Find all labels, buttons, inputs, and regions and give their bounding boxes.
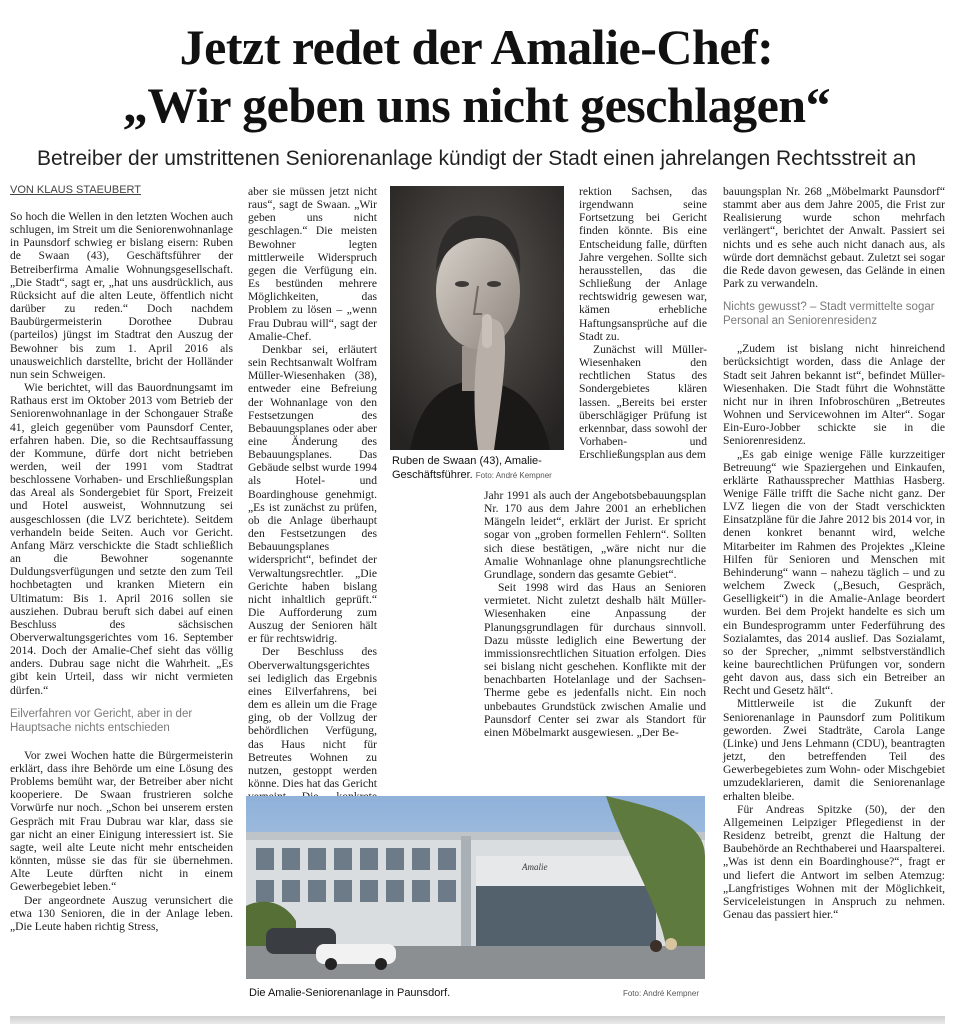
paragraph: Denkbar sei, erläutert sein Rechtsanwalt Wolfram Müller-Wiesenhaken (38), entweder eine Befreiung der Wohnanlage von den Festsetzungen des Bebauungsplanes oder aber eine Änderung des Bebauungsplanes. Das Gebäude selbst wurde 1994 als Hotel- und Boardinghouse genehmigt. „Es ist zunächst zu prüfen, ob die Anlage überhaupt den Festsetzungen des Bebauungsplanes widerspricht“, befindet der Verwaltungsrechtler. „Die Gerichte haben bislang nicht inhaltlich geprüft.“ Die Aufforderung zum Auszug der Senioren hält er für rechtswidrig. [248,342,377,646]
paragraph: Seit 1998 wird das Haus an Senioren vermietet. Nicht zuletzt deshalb hält Müller-Wiesenhaken eine Anpassung der Planungsgrundlagen für durchaus sinnvoll. Dazu müsste lediglich eine Bewertung der immissionsrechtlichen Situation erfolgen. Dies sei bislang nicht geschehen. Konflikte mit der benachbarten Hotelanlage und der Sachsen-Therme gebe es jedenfalls nicht. Ein noch unbebautes Grundstück zwischen Amalie und Paunsdorf Center sei zwar als Standort für einen Möbelmarkt ausgewiesen. „Der Be- [484,581,706,739]
portrait-credit: Foto: André Kempner [475,471,552,480]
section-subheading: Nichts gewusst? – Stadt vermittelte sogar Personal an Seniorenresidenz [723,301,935,328]
building-caption [249,986,705,1000]
paragraph: rektion Sachsen, das irgendwann seine Fortsetzung bei Gericht finden könnte. Bis eine Entscheidung falle, dürften Jahre vergehen. Sollte sich herausstellen, das die Schließung der Anlage rechtswidrig gewesen war, kämen erhebliche Haftungsansprüche auf die Stadt zu. [579,185,707,343]
headline-line-1: Jetzt redet der Amalie-Chef: [179,19,774,75]
article-column-3-wide [484,489,706,789]
building-photo [246,796,705,979]
paragraph: Für Andreas Spitzke (50), der den Allgemeinen Leipziger Pflegedienst in der Residenz betreibt, grenzt die Haltung der Baubehörde an Rechthaberei und Haarspalterei. „Was ist denn ein Boardinghouse?“, fragt er und liefert die Antwort im selben Atemzug: „Langfristiges Wohnen mit der Möglichkeit, Serviceleistungen in Anspruch zu nehmen. Genau das passiert hier.“ [723,802,945,921]
building-sign: Amalie [522,862,548,872]
paragraph: „Zudem ist bislang nicht hinreichend berücksichtigt worden, dass die Anlage der Stadt seit Jahren bekannt ist“, befindet Müller-Wiesenhaken. Die Stadt führt die Wohnstätte nicht nur in ihren Infobroschüren „Betreutes Wohnen und Servicewohnen im Alter“. Sogar Ein-Euro-Jobber schickte sie in die Seniorenresidenz. [723,342,945,448]
paragraph: bauungsplan Nr. 268 „Möbelmarkt Paunsdorf“ stammt aber aus dem Jahre 2005, die Frist zur Realisierung wurde schon mehrfach verlängert“, berichtet der Anwalt. Passiert sei nichts und es sehe auch nicht danach aus, als würde dort demnächst gebaut. Zuletzt sei sogar die Rede davon gewesen, das Gelände in einen Park zu verwandeln. [723,185,945,291]
paragraph: Jahr 1991 als auch der Angebotsbebauungsplan Nr. 170 aus dem Jahre 2001 an erheblichen Mängeln leidet“, erklärt der Jurist. Er spricht sogar von „groben formellen Fehlern“. Sollten sich diese bestätigen, „wäre nicht nur die Amalie Wohnanlage ohne planungsrechtliche Grundlage, sondern das gesamte Gebiet“. [484,489,706,581]
paragraph: Wie berichtet, will das Bauordnungsamt im Rathaus erst im Oktober 2013 vom Betrieb der Seniorenwohnanlage in der Schongauer Straße 41, gleich gegenüber vom Paunsdorf Center, erfahren haben. Die, so die Rechtsauffassung der Kommune, dürfe dort nicht betrieben werden, weil der 1991 vom Stadtrat beschlossene Vorhaben- und Erschließungsplan das Areal als Sondergebiet für Sport, Freizeit und Hotel ausweist, Wohnnutzung sei ausgeschlossen (die LVZ berichtete). Seitdem verhandeln beide Seiten. Auch vor Gericht. Anfang März verschickte die Stadt schließlich an die Bewohner sogenannte Duldungsverfügungen und setzte den zum Teil hochbetagten und kranken Mietern ein Ultimatum: Bis 1. April 2016 sollen sie ausziehen. Dubrau beruft sich dabei auf einen Beschluss des sächsischen Oberverwaltungsgerichtes vom 16. September 2014. Doch der Amalie-Chef sieht das völlig anders. Dubrau sage nicht die Wahrheit. „Es gibt kein Urteil, dass wir nicht vermieten dürfen.“ [10,381,233,697]
portrait-caption-text: Ruben de Swaan (43), Amalie-Geschäftsführer. [392,455,542,481]
portrait-caption [392,454,566,483]
portrait-image [390,186,564,450]
paragraph: „Es gab einige wenige Fälle kurzzeitiger Betreuung“ wie Spaziergehen und Einkaufen, erklärte Rathaussprecher Matthias Hasberg. Wenige Fälle trifft die Sache nicht ganz. Der LVZ liegen die von der Stadt verschickten Einsatzpläne für die Jahre 2012 bis 2014 vor, in denen konkret benannt wird, welche Mitarbeiter im Rahmen des Projektes „Kleine Hilfen für Senioren und Menschen mit Behinderung“ wann – nahezu täglich – und zu welchem Zweck („Besuch, Gespräch, Geselligkeit“) in die Amalie-Anlage beordert wurden. Bei dem Projekt handelte es sich um ein Bundesprogramm unter Federführung des Sozialamtes, das 2014 auslief. Das Sozialamt, so der Sprecher, „nimmt selbstverständlich keine baurechtlichen Prüfungen vor, sondern geht davon aus, dass sich ein Betreiber an Recht und Gesetz hält“. [723,447,945,698]
paragraph: Vor zwei Wochen hatte die Bürgermeisterin erklärt, dass ihre Behörde um eine Lösung des Problems bemüht war, der Betreiber aber nicht kooperiere. De Swaan frustrieren solche Vorwürfe nur noch. „Schon bei unserem ersten Gespräch mit Frau Dubrau war klar, dass sie gar nicht an einer Einigung interessiert ist. Sie sagte, weil alte Leute nicht mehr entscheiden könnten, müsse sie das für sie übernehmen. Alte Leute dürften nicht in einem Gewerbegebiet leben.“ [10,748,233,894]
portrait-photo [390,186,564,450]
paragraph: So hoch die Wellen in den letzten Wochen auch schlugen, im Streit um die Seniorenwohnanlage in Paunsdorf schwieg er bislang eisern: Ruben de Swaan (43), Geschäftsführer der Betreiberfirma Amalie Wohnungsgesellschaft. „Die Stadt“, sagt er, „hat uns ausdrücklich, aus Rücksicht auf die alten Leute, öffentlich nicht darüber zu reden.“ Doch nachdem Baubürgermeisterin Dorothee Dubrau (parteilos) jüngst im Stadtrat den Auszug der Bewohner bis zum 1. April 2016 als unausweichlich darstellte, bricht der Holländer nun sein Schweigen. [10,210,233,381]
paragraph: Zunächst will Müller-Wiesenhaken den rechtlichen Status des Sondergebietes klären lassen. „Bereits bei erster überschlägiger Prüfung ist erkennbar, dass sowohl der Vorhaben- und Erschließungsplan aus dem [579,342,707,462]
byline: VON KLAUS STAEUBERT [10,184,142,196]
article-column-2 [248,185,377,791]
paragraph: aber sie müssen jetzt nicht raus“, sagt de Swaan. „Wir geben uns nicht geschlagen.“ Die meisten Bewohner legten mittlerweile Widerspruch gegen die Verfügung ein. Es bestünden mehrere Möglichkeiten, das Problem zu lösen – „wenn Frau Dubrau will“, sagt der Amalie-Chef. [248,185,377,343]
section-subheading: Eilverfahren vor Gericht, aber in der Hauptsache nichts entschieden [10,707,193,734]
building-credit: Foto: André Kempner [622,989,699,998]
headline [0,18,953,134]
article-column-4 [723,185,945,1015]
paragraph: Mittlerweile ist die Zukunft der Seniorenanlage in Paunsdorf zum Politikum geworden. Zwei Stadträte, Carola Lange (Linke) und Jens Lehmann (CDU), beantragten jetzt, den betreffenden Teil des Gewerbegebietes zum Wohn- oder Mischgebiet umzudeklarieren, damit die Seniorenanlage erhalten bleibe. [723,697,945,803]
building-image [246,796,705,979]
headline-line-2: „Wir geben uns nicht geschlagen“ [122,77,831,133]
article-column-1 [10,210,233,1010]
paragraph: Der angeordnete Auszug verunsichert die etwa 130 Senioren, die in der Anlage leben. „Die Leute haben richtig Stress, [10,893,233,933]
building-caption-text: Die Amalie-Seniorenanlage in Paunsdorf. [249,987,451,999]
subheadline: Betreiber der umstrittenen Seniorenanlage kündigt der Stadt einen jahrelangen Rechtsstreit an [36,147,917,170]
article-column-3 [579,185,707,485]
paragraph: Der Beschluss des Oberverwaltungsgerichtes sei lediglich das Ergebnis eines Eilverfahrens, bei dem es allein um die Frage ging, ob der Vollzug der behördlichen Verfügung, das Haus nicht für Betreutes Wohnen zu nutzen, gestoppt werden könne. Dies hat das Gericht [248,645,377,791]
page-bottom-divider [10,1016,945,1024]
